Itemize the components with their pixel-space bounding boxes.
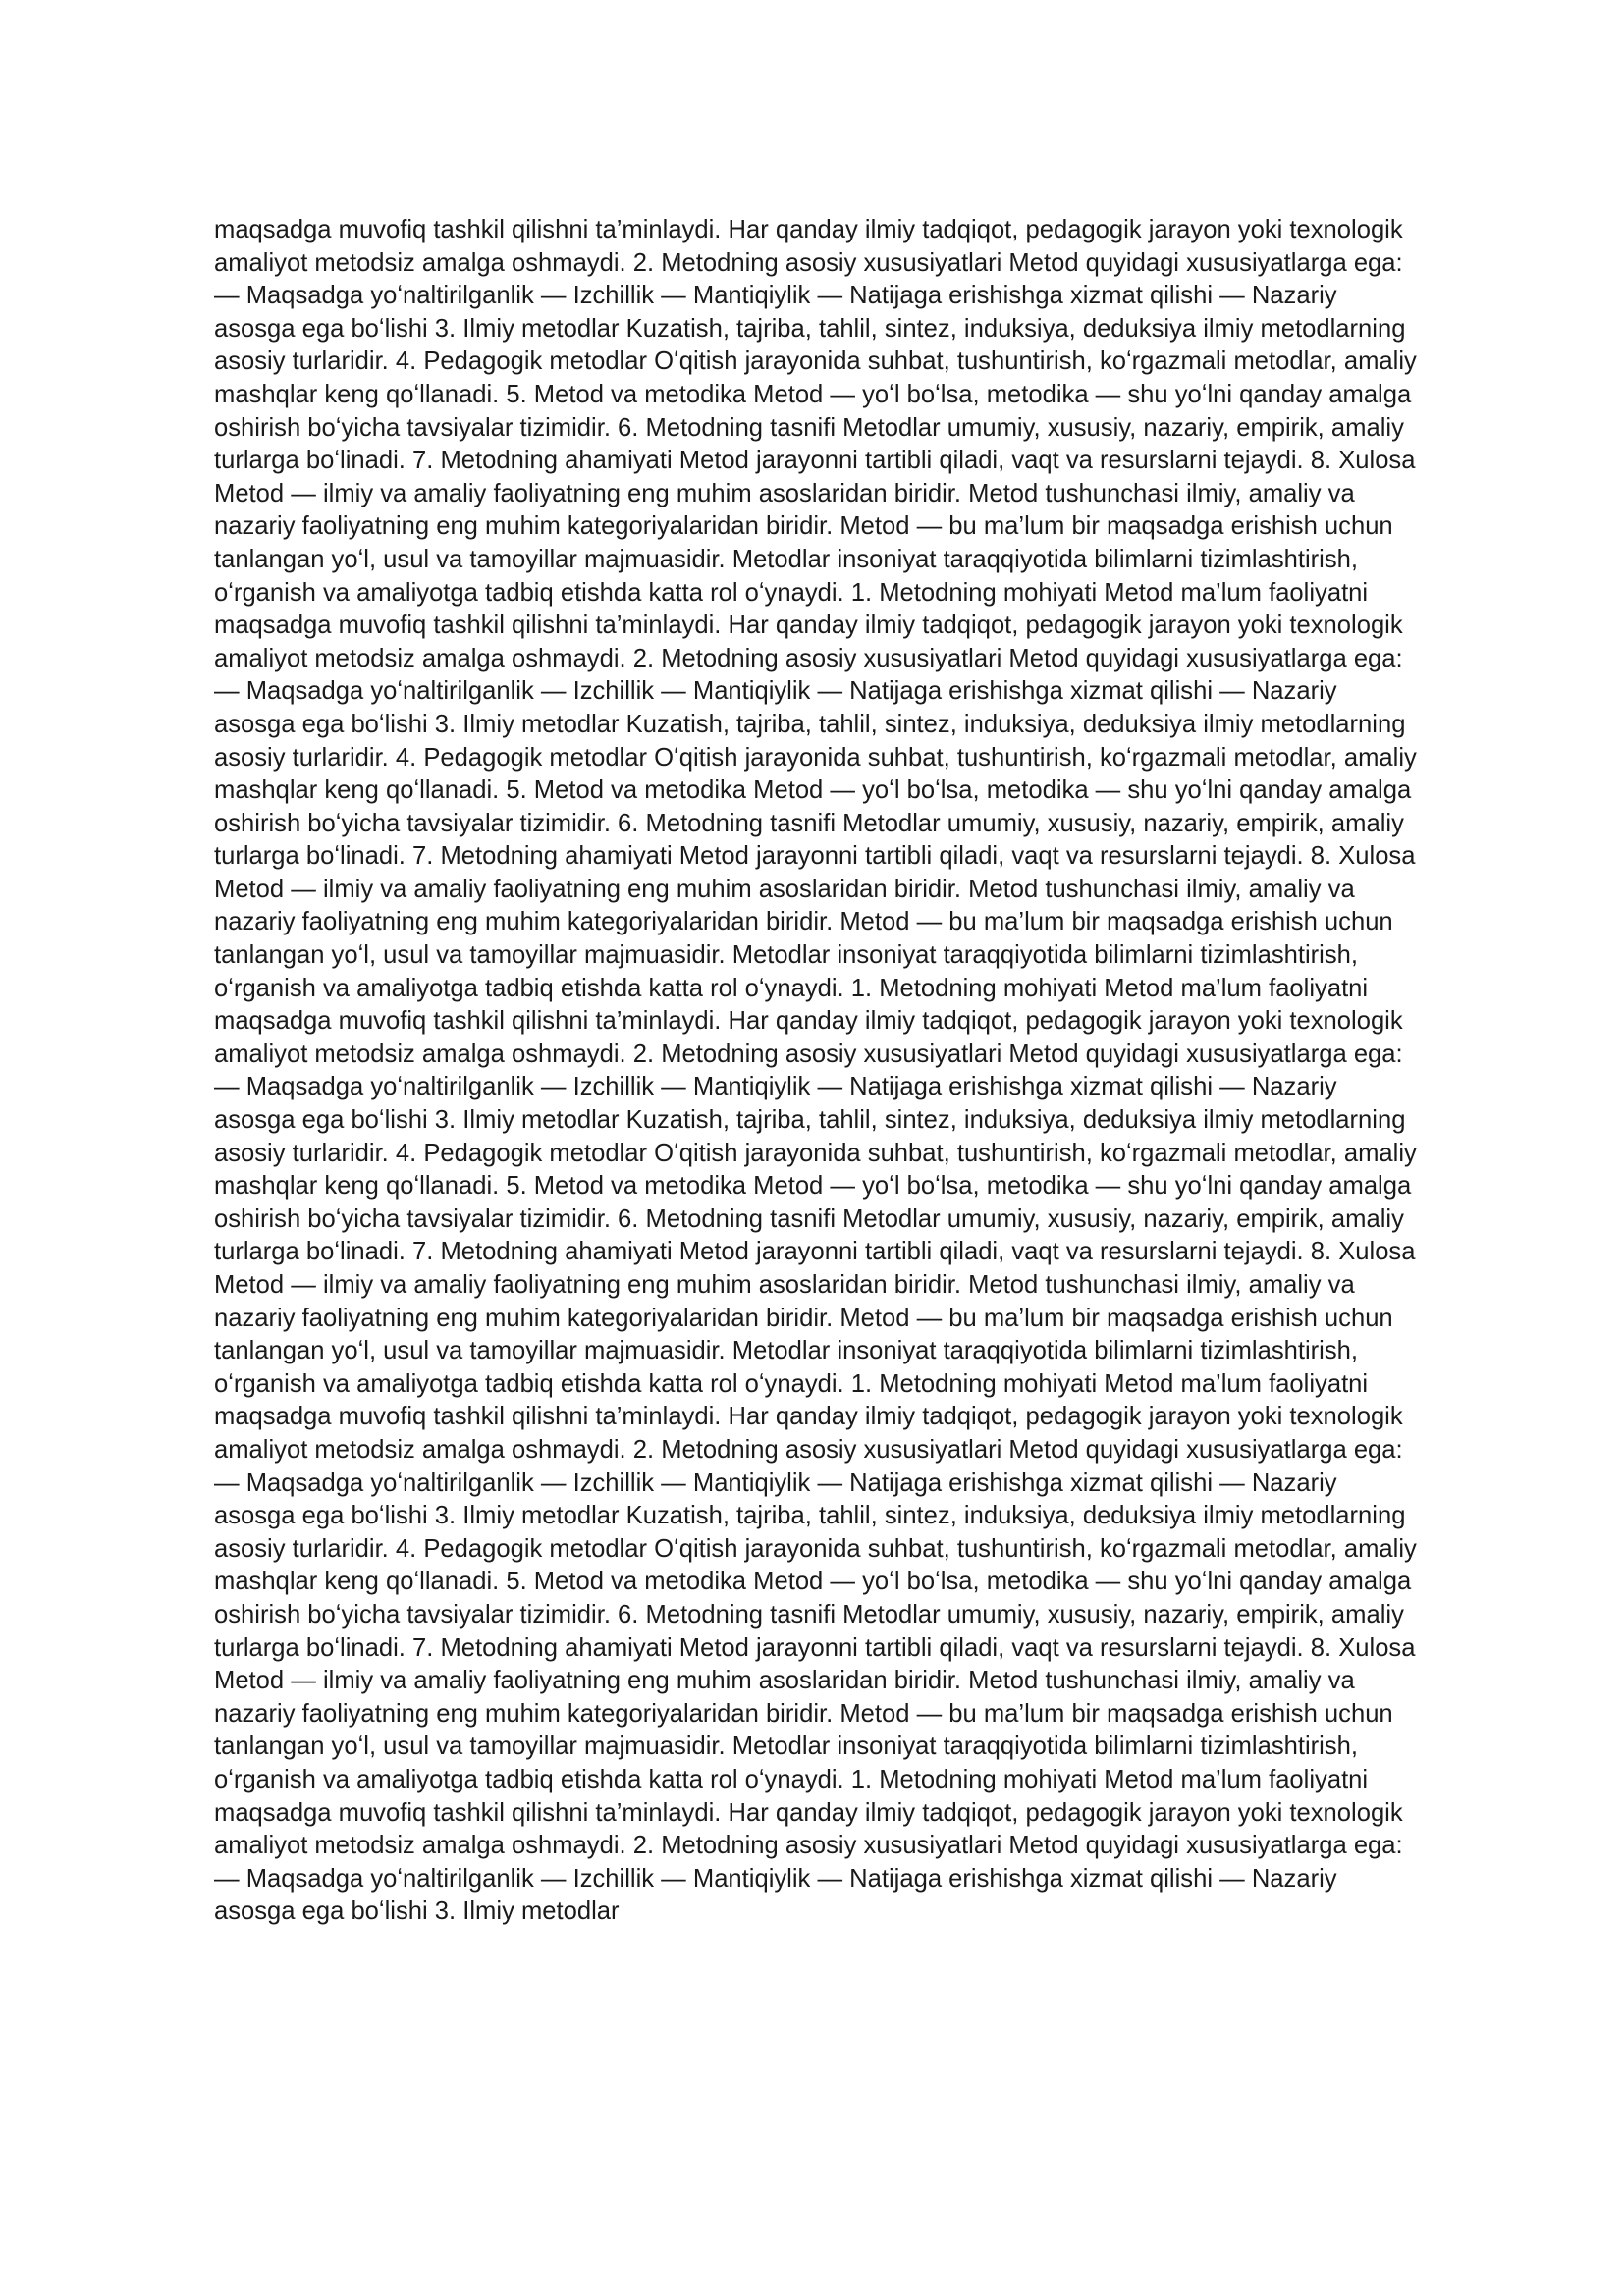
body-paragraph: maqsadga muvofiq tashkil qilishni ta’minlaydi. Har qanday ilmiy tadqiqot, pedagogik jarayon yoki texnologik amaliyot metodsiz amalga oshmaydi. 2. Metodning asosiy xususiyatlari Metod quyidagi xususiyatlarga ega: — Maqsadga yoʻnaltirilganlik — Izchillik — Mantiqiylik — Natijaga erishishga xizmat qilishi — Nazariy asosga ega boʻlishi 3. Ilmiy metodlar Kuzatish, tajriba, tahlil, sintez, induksiya, deduksiya ilmiy metodlarning asosiy turlaridir. 4. Pedagogik metodlar Oʻqitish jarayonida suhbat, tushuntirish, koʻrgazmali metodlar, amaliy mashqlar keng qoʻllanadi. 5. Metod va metodika Metod — yoʻl boʻlsa, metodika — shu yoʻlni qanday amalga oshirish boʻyicha tavsiyalar tizimidir. 6. Metodning tasnifi Metodlar umumiy, xususiy, nazariy, empirik, amaliy turlarga boʻlinadi. 7. Metodning ahamiyati Metod jarayonni tartibli qiladi, vaqt va resurslarni tejaydi. 8. Xulosa Metod — ilmiy va amaliy faoliyatning eng muhim asoslaridan biridir. Metod tushunchasi ilmiy, amaliy va nazariy faoliyatning eng muhim kategoriyalaridan biridir. Metod — bu ma’lum bir maqsadga erishish uchun tanlangan yoʻl, usul va tamoyillar majmuasidir. Metodlar insoniyat taraqqiyotida bilimlarni tizimlashtirish, oʻrganish va amaliyotga tadbiq etishda katta rol oʻynaydi. 1. Metodning mohiyati Metod ma’lum faoliyatni maqsadga muvofiq tashkil qilishni ta’minlaydi. Har qanday ilmiy tadqiqot, pedagogik jarayon yoki texnologik amaliyot metodsiz amalga oshmaydi. 2. Metodning asosiy xususiyatlari Metod quyidagi xususiyatlarga ega: — Maqsadga yoʻnaltirilganlik — Izchillik — Mantiqiylik — Natijaga erishishga xizmat qilishi — Nazariy asosga ega boʻlishi 3. Ilmiy metodlar Kuzatish, tajriba, tahlil, sintez, induksiya, deduksiya ilmiy metodlarning asosiy turlaridir. 4. Pedagogik metodlar Oʻqitish jarayonida suhbat, tushuntirish, koʻrgazmali metodlar, amaliy mashqlar keng qoʻllanadi. 5. Metod va metodika Metod — yoʻl boʻlsa, metodika — shu yoʻlni qanday amalga oshirish boʻyicha tavsiyalar tizimidir. 6. Metodning tasnifi Metodlar umumiy, xususiy, nazariy, empirik, amaliy turlarga boʻlinadi. 7. Metodning ahamiyati Metod jarayonni tartibli qiladi, vaqt va resurslarni tejaydi. 8. Xulosa Metod — ilmiy va amaliy faoliyatning eng muhim asoslaridan biridir. Metod tushunchasi ilmiy, amaliy va nazariy faoliyatning eng muhim kategoriyalaridan biridir. Metod — bu ma’lum bir maqsadga erishish uchun tanlangan yoʻl, usul va tamoyillar majmuasidir. Metodlar insoniyat taraqqiyotida bilimlarni tizimlashtirish, oʻrganish va amaliyotga tadbiq etishda katta rol oʻynaydi. 1. Metodning mohiyati Metod ma’lum faoliyatni maqsadga muvofiq tashkil qilishni ta’minlaydi. Har qanday ilmiy tadqiqot, pedagogik jarayon yoki texnologik amaliyot metodsiz amalga oshmaydi. 2. Metodning asosiy xususiyatlari Metod quyidagi xususiyatlarga ega: — Maqsadga yoʻnaltirilganlik — Izchillik — Mantiqiylik — Natijaga erishishga xizmat qilishi — Nazariy asosga ega boʻlishi 3. Ilmiy metodlar Kuzatish, tajriba, tahlil, sintez, induksiya, deduksiya ilmiy metodlarning asosiy turlaridir. 4. Pedagogik metodlar Oʻqitish jarayonida suhbat, tushuntirish, koʻrgazmali metodlar, amaliy mashqlar keng qoʻllanadi. 5. Metod va metodika Metod — yoʻl boʻlsa, metodika — shu yoʻlni qanday amalga oshirish boʻyicha tavsiyalar tizimidir. 6. Metodning tasnifi Metodlar umumiy, xususiy, nazariy, empirik, amaliy turlarga boʻlinadi. 7. Metodning ahamiyati Metod jarayonni tartibli qiladi, vaqt va resurslarni tejaydi. 8. Xulosa Metod — ilmiy va amaliy faoliyatning eng muhim asoslaridan biridir. Metod tushunchasi ilmiy, amaliy va nazariy faoliyatning eng muhim kategoriyalaridan biridir. Metod — bu ma’lum bir maqsadga erishish uchun tanlangan yoʻl, usul va tamoyillar majmuasidir. Metodlar insoniyat taraqqiyotida bilimlarni tizimlashtirish, oʻrganish va amaliyotga tadbiq etishda katta rol oʻynaydi. 1. Metodning mohiyati Metod ma’lum faoliyatni maqsadga muvofiq tashkil qilishni ta’minlaydi. Har qanday ilmiy tadqiqot, pedagogik jarayon yoki texnologik amaliyot metodsiz amalga oshmaydi. 2. Metodning asosiy xususiyatlari Metod quyidagi xususiyatlarga ega: — Maqsadga yoʻnaltirilganlik — Izchillik — Mantiqiylik — Natijaga erishishga xizmat qilishi — Nazariy asosga ega boʻlishi 3. Ilmiy metodlar Kuzatish, tajriba, tahlil, sintez, induksiya, deduksiya ilmiy metodlarning asosiy turlaridir. 4. Pedagogik metodlar Oʻqitish jarayonida suhbat, tushuntirish, koʻrgazmali metodlar, amaliy mashqlar keng qoʻllanadi. 5. Metod va metodika Metod — yoʻl boʻlsa, metodika — shu yoʻlni qanday amalga oshirish boʻyicha tavsiyalar tizimidir. 6. Metodning tasnifi Metodlar umumiy, xususiy, nazariy, empirik, amaliy turlarga boʻlinadi. 7. Metodning ahamiyati Metod jarayonni tartibli qiladi, vaqt va resurslarni tejaydi. 8. Xulosa Metod — ilmiy va amaliy faoliyatning eng muhim asoslaridan biridir. Metod tushunchasi ilmiy, amaliy va nazariy faoliyatning eng muhim kategoriyalaridan biridir. Metod — bu ma’lum bir maqsadga erishish uchun tanlangan yoʻl, usul va tamoyillar majmuasidir. Metodlar insoniyat taraqqiyotida bilimlarni tizimlashtirish, oʻrganish va amaliyotga tadbiq etishda katta rol oʻynaydi. 1. Metodning mohiyati Metod ma’lum faoliyatni maqsadga muvofiq tashkil qilishni ta’minlaydi. Har qanday ilmiy tadqiqot, pedagogik jarayon yoki texnologik amaliyot metodsiz amalga oshmaydi. 2. Metodning asosiy xususiyatlari Metod quyidagi xususiyatlarga ega: — Maqsadga yoʻnaltirilganlik — Izchillik — Mantiqiylik — Natijaga erishishga xizmat qilishi — Nazariy asosga ega boʻlishi 3. Ilmiy metodlar [214,216,1417,1926]
